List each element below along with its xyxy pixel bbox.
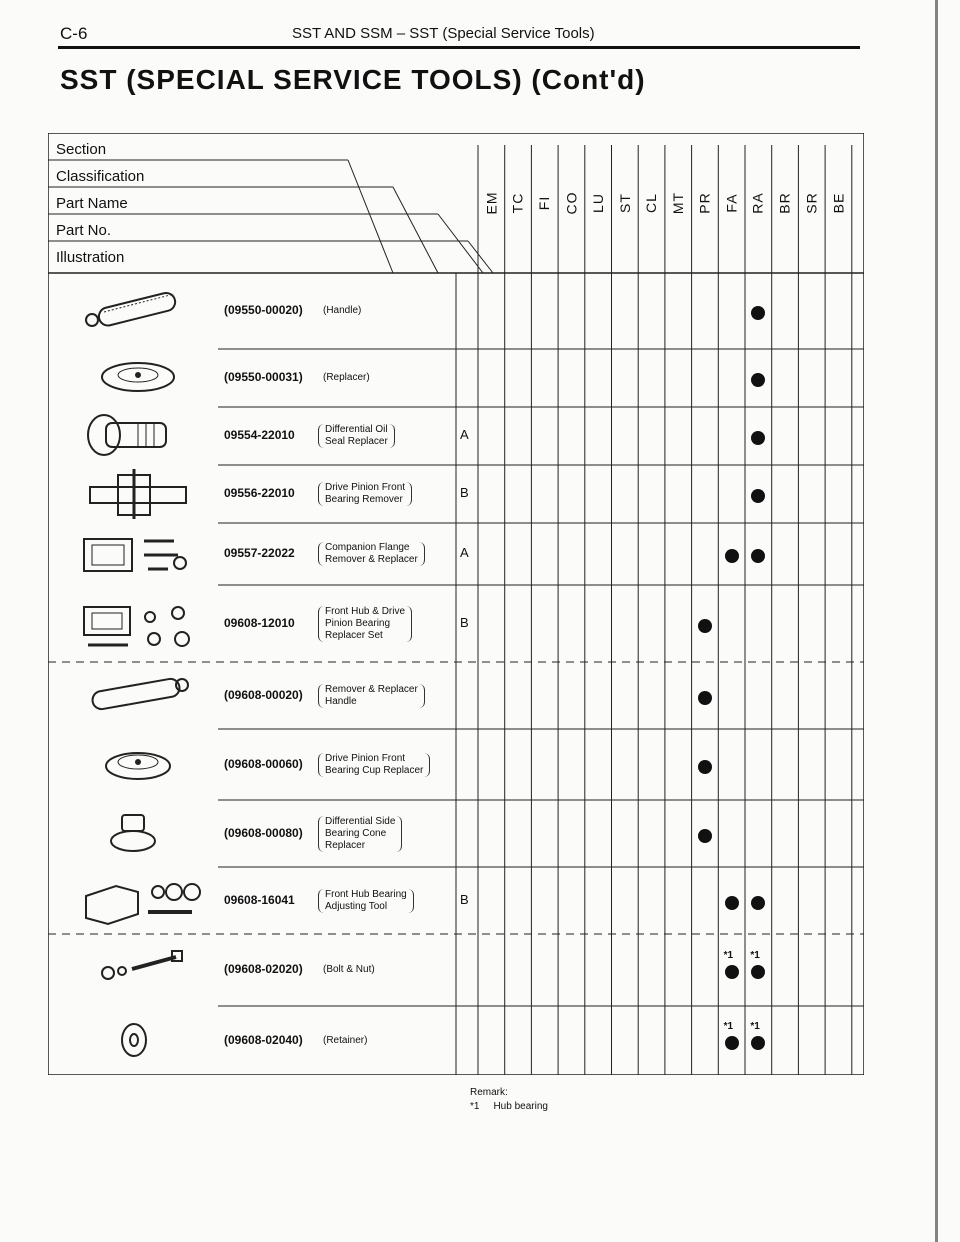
handle-tool-icon xyxy=(78,286,208,341)
remark-label: Remark: xyxy=(470,1087,508,1098)
corner-diagonal xyxy=(438,214,483,273)
page-title: SST (SPECIAL SERVICE TOOLS) (Cont'd) xyxy=(60,64,646,95)
usage-dot-pr xyxy=(698,619,712,633)
part-name: Differential Side Bearing Cone Replacer xyxy=(318,816,402,852)
bolt-nut-icon xyxy=(78,945,208,1000)
remark-block xyxy=(470,1086,548,1114)
column-header-fa xyxy=(718,163,744,243)
column-header-cl xyxy=(638,163,664,243)
usage-dot-fa xyxy=(725,549,739,563)
column-header-tc xyxy=(505,163,531,243)
part-number: 09608-12010 xyxy=(224,615,295,630)
usage-dot-fa xyxy=(725,896,739,910)
usage-dot-fa xyxy=(725,1036,739,1050)
usage-dot-fa xyxy=(725,965,739,979)
part-name: (Handle) xyxy=(323,305,362,316)
part-number: (09608-00080) xyxy=(224,825,303,840)
retainer-washer-icon xyxy=(78,1016,208,1071)
corner-diagonal xyxy=(468,241,493,273)
corner-label-part-name: Part Name xyxy=(56,195,128,212)
column-header-fi xyxy=(531,163,557,243)
column-header-label: EM xyxy=(483,191,499,215)
usage-note: *1 xyxy=(750,950,760,961)
classification: B xyxy=(460,485,469,500)
part-number: 09608-16041 xyxy=(224,892,295,907)
column-header-sr xyxy=(798,163,824,243)
part-name: Drive Pinion Front Bearing Cup Replacer xyxy=(318,753,430,777)
long-handle-icon xyxy=(78,671,208,726)
column-header-pr xyxy=(692,163,718,243)
cup-replacer-icon xyxy=(78,740,208,795)
column-header-label: LU xyxy=(589,193,606,213)
replacer-disc-icon xyxy=(78,353,208,408)
part-name: Remover & Replacer Handle xyxy=(318,684,425,708)
column-header-co xyxy=(558,163,584,243)
remark-note-mark: *1 xyxy=(470,1101,480,1112)
column-header-label: FA xyxy=(723,193,740,213)
column-header-label: CO xyxy=(563,191,580,215)
column-header-label: CL xyxy=(643,193,660,213)
usage-dot-ra xyxy=(751,896,765,910)
adjusting-tool-icon xyxy=(78,876,208,931)
header-rule xyxy=(58,46,860,49)
running-header: SST AND SSM – SST (Special Service Tools) xyxy=(292,25,595,42)
part-name: Differential Oil Seal Replacer xyxy=(318,424,395,448)
part-name: (Replacer) xyxy=(323,372,370,383)
usage-dot-ra xyxy=(751,1036,765,1050)
column-header-be xyxy=(825,163,851,243)
part-name: Front Hub & Drive Pinion Bearing Replacer Set xyxy=(318,606,412,642)
bearing-remover-icon xyxy=(78,469,208,524)
column-header-ra xyxy=(745,163,771,243)
sst-table xyxy=(48,133,864,1075)
usage-note: *1 xyxy=(723,1020,734,1032)
part-name: Companion Flange Remover & Replacer xyxy=(318,542,425,566)
column-header-label: BR xyxy=(776,192,793,214)
usage-dot-pr xyxy=(698,760,712,774)
column-header-label: MT xyxy=(669,191,686,215)
column-header-label: RA xyxy=(749,192,766,214)
classification: B xyxy=(460,614,469,630)
part-number: 09557-22022 xyxy=(224,546,295,560)
tool-set-case-icon xyxy=(78,529,208,584)
column-header-br xyxy=(772,163,798,243)
corner-diagonal xyxy=(348,160,393,273)
part-number: (09608-00020) xyxy=(224,687,303,702)
part-name: (Retainer) xyxy=(323,1034,368,1046)
part-number: (09608-02020) xyxy=(224,962,303,976)
usage-dot-pr xyxy=(698,829,712,843)
column-header-mt xyxy=(665,163,691,243)
part-number: (09608-00060) xyxy=(224,756,303,771)
column-header-label: ST xyxy=(616,193,633,213)
seal-replacer-icon xyxy=(78,411,208,466)
classification: A xyxy=(460,427,469,442)
part-number: 09554-22010 xyxy=(224,428,295,442)
column-header-lu xyxy=(585,163,611,243)
corner-label-illustration: Illustration xyxy=(56,249,125,266)
part-number: 09556-22010 xyxy=(224,486,295,500)
page-number: C-6 xyxy=(60,24,88,43)
corner-label-part-no: Part No. xyxy=(56,222,112,239)
part-name: Front Hub Bearing Adjusting Tool xyxy=(318,889,414,913)
part-name: Drive Pinion Front Bearing Remover xyxy=(318,482,412,506)
part-name: (Bolt & Nut) xyxy=(323,964,375,975)
cone-replacer-icon xyxy=(78,809,208,864)
corner-diagonal xyxy=(393,187,438,273)
corner-label-section: Section xyxy=(56,141,107,158)
part-number: (09608-02040) xyxy=(224,1032,303,1047)
remark-note-text: Hub bearing xyxy=(493,1101,548,1112)
classification: B xyxy=(460,891,469,907)
column-header-label: SR xyxy=(803,192,820,214)
column-header-label: BE xyxy=(830,192,847,214)
hub-set-case-icon xyxy=(78,599,208,654)
binding-edge xyxy=(935,0,938,1242)
usage-note: *1 xyxy=(750,1020,760,1032)
classification: A xyxy=(460,545,469,560)
part-number: (09550-00020) xyxy=(224,303,303,317)
corner-label-classification: Classification xyxy=(56,168,145,185)
column-header-label: FI xyxy=(536,195,553,211)
usage-note: *1 xyxy=(723,950,734,961)
column-header-label: PR xyxy=(696,192,713,214)
usage-dot-pr xyxy=(698,691,712,705)
column-header-em xyxy=(478,163,504,243)
column-header-label: TC xyxy=(509,192,526,214)
part-number: (09550-00031) xyxy=(224,370,303,384)
column-header-st xyxy=(612,163,638,243)
remark-note xyxy=(470,1100,548,1114)
